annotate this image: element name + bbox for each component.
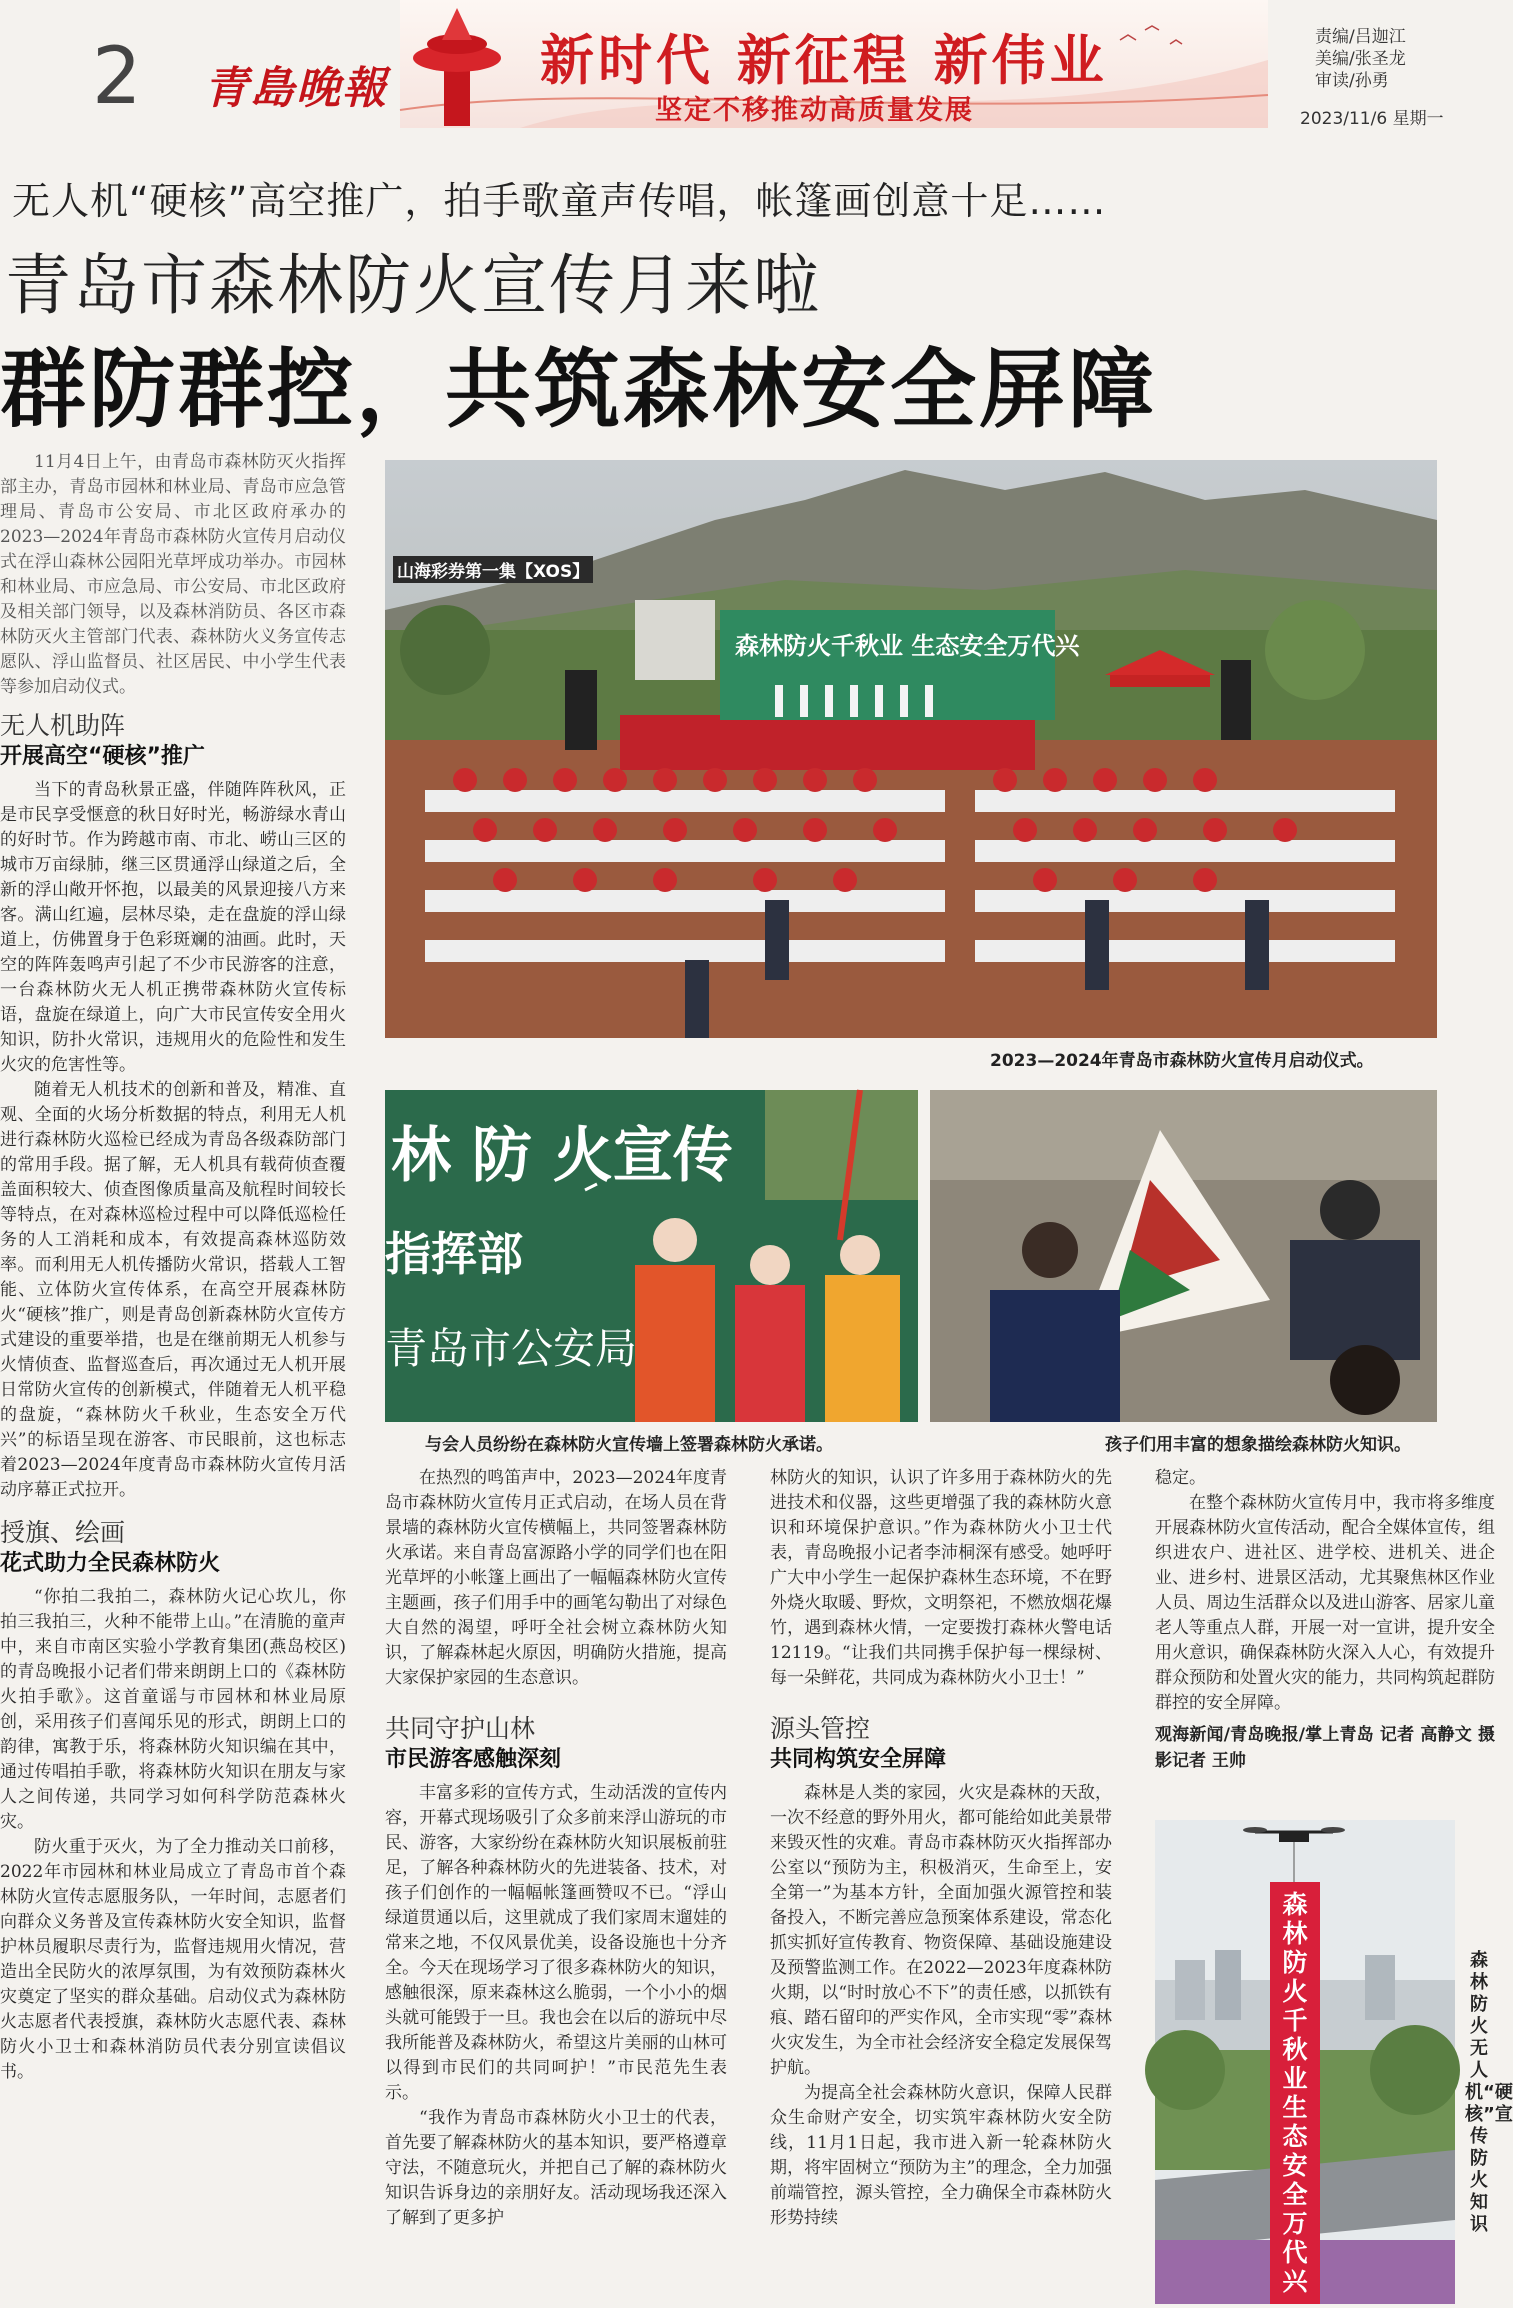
body-paragraph: 丰富多彩的宣传方式，生动活泼的宣传内容，开幕式现场吸引了众多前来浮山游玩的市民、游客，大家纷纷在森林防火知识展板前驻足，了解各种森林防火的先进装备、技术，对孩子们创作的一幅幅帐篷画赞叹不已。“浮山绿道贯通以后，这里就成了我们家周末遛娃的常来之地，不仅风景优美，设备设施也十分齐全。今天在现场学习了很多森林防火的知识，感触很深，原来森林这么脆弱，一个小小的烟头就可能毁于一旦。我也会在以后的游玩中尽我所能普及森林防火，希望这片美丽的山林可以得到市民们的共同呵护！”市民范先生表示。 xyxy=(385,1783,727,2103)
editor-credits xyxy=(1315,26,1406,92)
body-paragraph: 随着无人机技术的创新和普及，精准、直观、全面的火场分析数据的特点，利用无人机进行森林防火巡检已经成为青岛各级森防部门的常用手段。据了解，无人机具有载荷侦查覆盖面积较大、侦查图像质量高及航程时间较长等特点，在对森林巡检过程中可以降低巡检任务的人工消耗和成本，有效提高森林巡防效率。而利用无人机传播防火常识，搭载人工智能、立体防火宣传体系，在高空开展森林防火“硬核”推广，则是青岛创新森林防火宣传方式建设的重要举措，也是在继前期无人机参与火情侦查、监督巡查后，再次通过无人机开展日常防火宣传的创新模式，伴随着无人机平稳的盘旋，“森林防火千秋业，生态安全万代兴”的标语呈现在游客、市民眼前，这也标志着2023—2024年度青岛市森林防火宣传月活动序幕正式拉开。 xyxy=(0,1080,346,1500)
editor-line: 责编/吕迦江 xyxy=(1315,27,1406,47)
editor-line: 审读/孙勇 xyxy=(1315,71,1389,91)
body-paragraph: 稳定。 xyxy=(1155,1468,1206,1488)
body-paragraph: 在整个森林防火宣传月中，我市将多维度开展森林防火宣传活动，配合全媒体宣传，组织进农户、进社区、进学校、进机关、进企业、进乡村、进景区活动，尤其聚焦林区作业人员、周边生活群众以及进山游客、居家儿童老人等重点人群，开展一对一宣讲，提升安全用火意识，确保森林防火深入人心，有效提升群众预防和处置火灾的能力，共同构筑起群防群控的安全屏障。 xyxy=(1155,1493,1495,1713)
body-paragraph: 在热烈的鸣笛声中，2023—2024年度青岛市森林防火宣传月正式启动，在场人员在背景墙的森林防火宣传横幅上，共同签署森林防火承诺。来自青岛富源路小学的同学们也在阳光草坪的小帐篷上画出了一幅幅森林防火宣传主题画，孩子们用手中的画笔勾勒出了对绿色大自然的渴望，呼吁全社会树立森林防火知识，了解森林起火原因，明确防火措施，提高大家保护家园的生态意识。 xyxy=(385,1468,727,1688)
photo-caption-vertical: 森林防火无人机“硬核”宣传防火知识 xyxy=(1465,1950,1513,2235)
section-title: 授旗、绘画 xyxy=(0,1518,126,1547)
banner-slogan: 新时代 新征程 新伟业 xyxy=(540,29,1108,92)
kicker-headline: 无人机“硬核”高空推广，拍手歌童声传唱，帐篷画创意十足…… xyxy=(12,179,1107,223)
wall-text: 林 防 火宣传 xyxy=(391,1121,733,1191)
photo-launch-ceremony xyxy=(385,460,1437,1038)
body-paragraph: 林防火的知识，认识了许多用于森林防火的先进技术和仪器，这些更增强了我的森林防火意识和环境保护意识。”作为森林防火小卫士代表，青岛晚报小记者李沛桐深有感受。她呼吁广大中小学生一起保护森林生态环境，不在野外烧火取暖、野炊，文明祭祀，不燃放烟花爆竹，遇到森林火情，一定要拨打森林火警电话12119。“让我们共同携手保护每一棵绿树、每一朵鲜花，共同成为森林防火小卫士！” xyxy=(770,1468,1112,1688)
article-column-4 xyxy=(1155,1466,1495,1774)
article-column-3 xyxy=(770,1466,1112,2231)
tent-scene-illustration xyxy=(930,1090,1437,1422)
publication-date: 2023/11/6 星期一 xyxy=(1300,109,1444,129)
body-paragraph: “你拍二我拍二，森林防火记心坎儿，你拍三我拍三，火种不能带上山。”在清脆的童声中，来自市南区实验小学教育集团(燕岛校区)的青岛晚报小记者们带来朗朗上口的《森林防火拍手歌》。这首童谣与市园林和林业局原创，采用孩子们喜闻乐见的形式，朗朗上口的韵律，寓教于乐，将森林防火知识编在其中，通过传唱拍手歌，将森林防火知识在朋友与家人之间传递，共同学习如何科学防范森林火灾。 xyxy=(0,1587,346,1832)
section-title: 源头管控 xyxy=(770,1714,871,1743)
wall-text: 青岛市公安局 xyxy=(385,1324,638,1373)
body-paragraph: “我作为青岛市森林防火小卫士的代表，首先要了解森林防火的基本知识，要严格遵章守法，不随意玩火，并把自己了解的森林防火知识告诉身边的亲朋好友。活动现场我还深入了解到了更多护 xyxy=(385,2108,727,2228)
photo-tent-painting xyxy=(930,1090,1437,1422)
venue-sign: 山海彩券第一集【XOS】 xyxy=(393,556,593,583)
article-column-left xyxy=(0,450,346,2085)
ceremony-scene-illustration xyxy=(385,460,1437,1038)
wall-text: 指挥部 xyxy=(385,1227,523,1281)
stage-banner-line: 森林防火千秋业 xyxy=(735,632,903,660)
headline-main: 群防群控，共筑森林安全屏障 xyxy=(0,340,1157,440)
stage-banner-text xyxy=(735,626,1080,661)
body-paragraph: 森林是人类的家园，火灾是森林的天敌，一次不经意的野外用火，都可能给如此美景带来毁灭性的灾难。青岛市森林防灭火指挥部办公室以“预防为主，积极消灭，生命至上，安全第一”为基本方针，全面加强火源管控和装备投入，不断完善应急预案体系建设，常态化抓实抓好宣传教育、物资保障、基础设施建设及预警监测工作。在2022—2023年度森林防火期，以“时时放心不下”的责任感，以抓铁有痕、踏石留印的严实作风，全市实现“零”森林火灾发生，为全市社会经济安全稳定发展保驾护航。 xyxy=(770,1783,1112,2078)
newspaper-logo: 青島晚報 xyxy=(204,63,388,114)
section-title: 无人机助阵 xyxy=(0,711,126,740)
photo-drone-banner xyxy=(1155,1820,1455,2304)
stage-banner-line: 生态安全万代兴 xyxy=(911,632,1080,660)
article-byline: 观海新闻/青岛晚报/掌上青岛 记者 高静文 摄影记者 王帅 xyxy=(1155,1725,1495,1771)
section-subtitle: 共同构筑安全屏障 xyxy=(770,1747,947,1772)
lead-paragraph: 11月4日上午，由青岛市森林防灭火指挥部主办，青岛市园林和林业局、青岛市应急管理局、青岛市公安局、市北区政府承办的2023—2024年青岛市森林防火宣传月启动仪式在浮山森林公园阳光草坪成功举办。市园林和林业局、市应急局、市公安局、市北区政府及相关部门领导，以及森林消防员、各区市森林防灭火主管部门代表、森林防火义务宣传志愿队、浮山监督员、社区居民、中小学生代表等参加启动仪式。 xyxy=(0,452,346,697)
photo-caption: 与会人员纷纷在森林防火宣传墙上签署森林防火承诺。 xyxy=(425,1435,833,1455)
headline-primary: 青岛市森林防火宣传月来啦 xyxy=(5,247,821,324)
body-paragraph: 当下的青岛秋景正盛，伴随阵阵秋风，正是市民享受惬意的秋日好时光，畅游绿水青山的好时节。作为跨越市南、市北、崂山三区的城市万亩绿肺，继三区贯通浮山绿道之后，全新的浮山敞开怀抱，以最美的风景迎接八方来客。满山红遍，层林尽染，走在盘旋的浮山绿道上，仿佛置身于色彩斑斓的油画。此时，天空的阵阵轰鸣声引起了不少市民游客的注意，一台森林防火无人机正携带森林防火宣传标语，盘旋在绿道上，向广大市民宣传安全用火知识，防扑火常识，违规用火的危险性和发生火灾的危害性等。 xyxy=(0,780,346,1075)
section-subtitle: 开展高空“硬核”推广 xyxy=(0,744,205,769)
page-number: 2 xyxy=(92,32,142,122)
torch-tower-icon xyxy=(413,8,501,126)
section-subtitle: 市民游客感触深刻 xyxy=(385,1747,562,1772)
photo-caption: 孩子们用丰富的想象描绘森林防火知识。 xyxy=(1105,1435,1411,1455)
banner-subslogan: 坚定不移推动高质量发展 xyxy=(655,95,974,126)
article-column-2 xyxy=(385,1466,727,2231)
photo-signing-wall xyxy=(385,1090,918,1422)
body-paragraph: 防火重于灭火，为了全力推动关口前移，2022年市园林和林业局成立了青岛市首个森林防火宣传志愿服务队，一年时间，志愿者们向群众义务普及宣传森林防火安全知识，监督护林员履职尽责行为，监督违规用火情况，营造出全民防火的浓厚氛围，为有效预防森林火灾奠定了坚实的群众基础。启动仪式为森林防火志愿者代表授旗，森林防火志愿代表、森林防火小卫士和森林消防员代表分别宣读倡议书。 xyxy=(0,1837,346,2082)
masthead-banner xyxy=(400,0,1268,128)
editor-line: 美编/张圣龙 xyxy=(1315,49,1406,69)
section-subtitle: 花式助力全民森林防火 xyxy=(0,1551,221,1576)
drone-banner-text: 森林防火千秋业 生态安全万代兴 xyxy=(1282,1890,1308,2296)
photo-caption: 2023—2024年青岛市森林防火宣传月启动仪式。 xyxy=(990,1051,1374,1071)
body-paragraph: 为提高全社会森林防火意识，保障人民群众生命财产安全，切实筑牢森林防火安全防线，11月1日起，我市进入新一轮森林防火期，将牢固树立“预防为主”的理念，全力加强前端管控，源头管控，全力确保全市森林防火形势持续 xyxy=(770,2083,1112,2228)
section-title: 共同守护山林 xyxy=(385,1714,536,1743)
